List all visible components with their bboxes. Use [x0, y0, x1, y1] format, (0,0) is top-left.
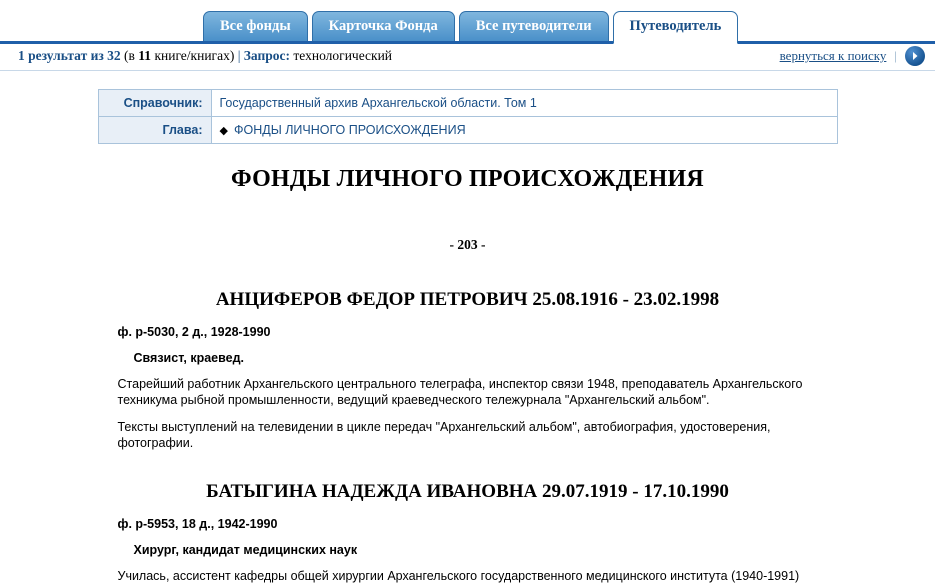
info-key-chapter: Глава: [98, 117, 211, 144]
query-label: Запрос: [243, 48, 291, 63]
query-value: технологический [293, 48, 393, 63]
tab-fund-card[interactable]: Карточка Фонда [312, 11, 455, 41]
table-row [98, 117, 837, 144]
info-value-reference [211, 90, 837, 117]
diamond-bullet-icon: ◆ [219, 125, 228, 137]
document-body [28, 166, 908, 584]
back-to-search-link[interactable]: вернуться к поиску [779, 48, 887, 63]
actions-separator: | [894, 48, 897, 63]
page-number: - 203 - [449, 237, 486, 252]
entry-paragraph: Тексты выступлений на телевидении в цикле передач "Архангельский альбом", автобиография, удостоверения, фотографии. [117, 420, 771, 450]
entry-paragraph: Старейший работник Архангельского центрального телеграфа, инспектор связи 1948, преподаватель Архангельского техникума рыбной промышленности, ведущий краеведческого тележурнала "Архангельский альбом". [117, 377, 803, 407]
entry-fond-info: ф. р-5030, 2 д., 1928-1990 [117, 325, 271, 339]
reference-title[interactable]: Государственный архив Архангельской области. Том 1 [219, 96, 537, 110]
table-row [98, 90, 837, 117]
entry-role: Хирург, кандидат медицинских наук [133, 543, 358, 557]
books-prefix: (в [124, 48, 135, 63]
tab-all-guides[interactable]: Все путеводители [459, 11, 609, 41]
tab-all-funds[interactable]: Все фонды [203, 11, 308, 41]
entry-paragraph: Училась, ассистент кафедры общей хирургии Архангельского государственного медицинского института (1940-1991) [117, 569, 800, 583]
tab-list [203, 11, 738, 41]
status-bar [0, 44, 935, 71]
tab-guide[interactable]: Путеводитель [613, 11, 739, 44]
books-word: книге/книгах) [154, 48, 235, 63]
guide-info-table [98, 89, 838, 144]
result-count: 1 результат из 32 [18, 48, 121, 63]
info-key-reference: Справочник: [98, 90, 211, 117]
arrow-right-icon[interactable] [905, 46, 925, 66]
entry-fond-info: ф. р-5953, 18 д., 1942-1990 [117, 517, 278, 531]
chapter-link[interactable]: ФОНДЫ ЛИЧНОГО ПРОИСХОЖДЕНИЯ [233, 123, 466, 137]
entry-title: АНЦИФЕРОВ ФЕДОР ПЕТРОВИЧ 25.08.1916 - 23.02.1998 [215, 289, 720, 310]
entry-role: Связист, краевед. [133, 351, 244, 365]
status-actions [780, 46, 925, 66]
page-title: ФОНДЫ ЛИЧНОГО ПРОИСХОЖДЕНИЯ [231, 166, 704, 192]
books-count: 11 [138, 48, 152, 63]
status-divider: | [237, 48, 241, 63]
tab-bar [0, 0, 935, 44]
info-value-chapter [211, 117, 837, 144]
result-summary [18, 48, 392, 64]
entry-title: БАТЫГИНА НАДЕЖДА ИВАНОВНА 29.07.1919 - 17.10.1990 [206, 481, 729, 502]
